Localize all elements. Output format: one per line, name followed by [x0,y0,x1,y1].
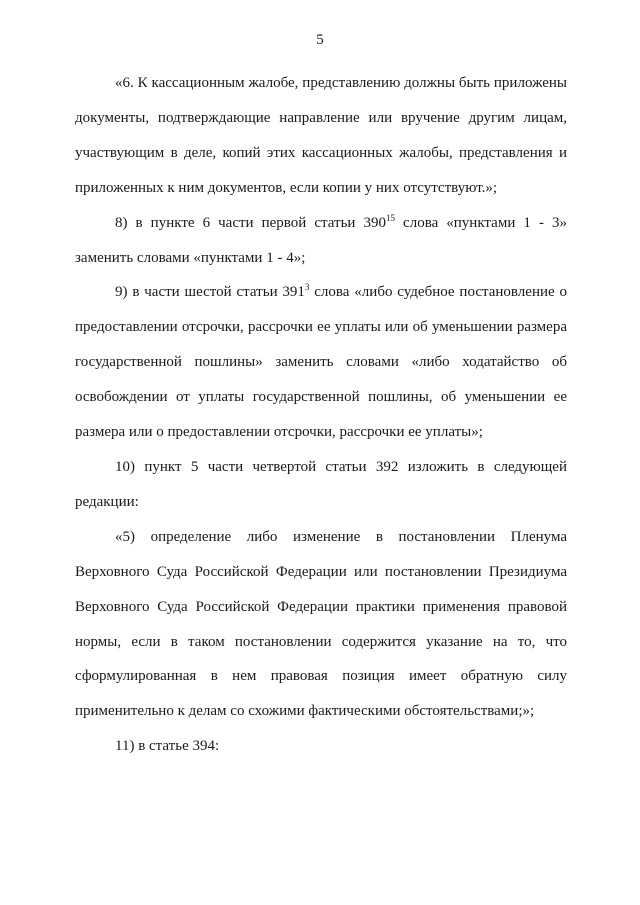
article-superscript-15: 15 [386,212,395,223]
paragraph-item-9-start: 9) в части шестой статьи 391 [115,284,305,301]
page-number: 5 [316,32,324,48]
paragraph-item-8-start: 8) в пункте 6 части первой статьи 390 [115,214,386,231]
paragraph-item-8 [75,206,567,276]
paragraph-item-8-end: слова «пунктами 1 - 3» заменить словами «пунктами 1 - 4»; [75,214,567,266]
article-superscript-3: 3 [304,282,310,293]
paragraph-cassation-documents: «6. К кассационным жалобе, представлению должны быть приложены документы, подтверждающие направление или вручение другим лицам, участвующим в деле, копий этих кассационных жалобы, представления и приложенных к ним документов, если копии у них отсутствуют.»; [75,75,567,196]
document-body [75,66,567,764]
paragraph-item-9-end: слова «либо судебное постановление о предоставлении отсрочки, рассрочки ее уплаты или об уменьшении размера государственной пошлины» заменить словами «либо ходатайство об освобождении от уплаты государственной пошлины, об уменьшении ее размера или о предоставлении отсрочки, рассрочки ее уплаты»; [75,284,567,441]
paragraph-item-11: 11) в статье 394: [115,738,220,755]
paragraph-item-10: 10) пункт 5 части четвертой статьи 392 изложить в следующей редакции: [75,458,567,510]
paragraph-item-9 [75,275,567,450]
paragraph-new-item-5: «5) определение либо изменение в постановлении Пленума Верховного Суда Российской Федерации или постановлении Президиума Верховного Суда Российской Федерации практики применения правовой нормы, если в таком постановлении содержится указание на то, что сформулированная в нем правовая позиция имеет обратную силу применительно к делам со схожими фактическими обстоятельствами;»; [75,528,567,720]
